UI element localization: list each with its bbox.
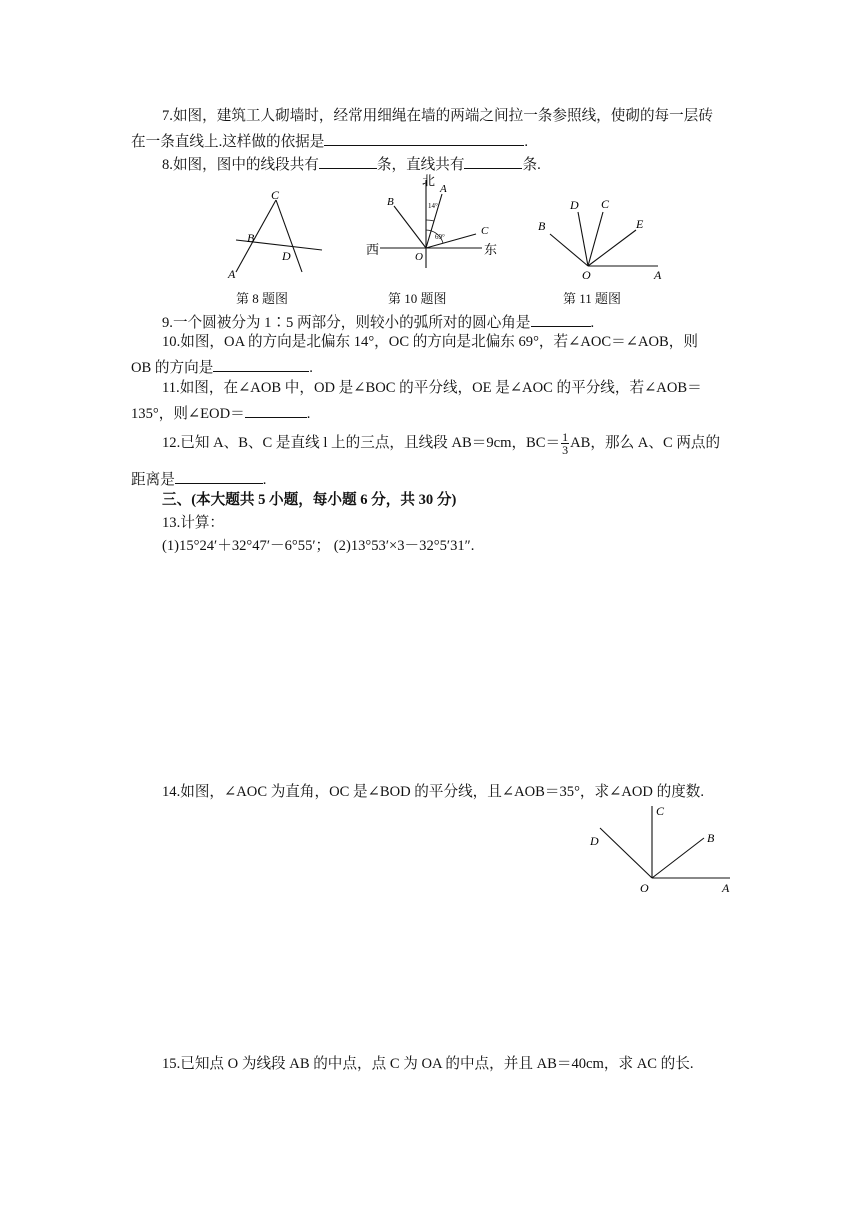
q12-line1 <box>162 431 720 456</box>
q10-line1: 10.如图，OA 的方向是北偏东 14°，OC 的方向是北偏东 69°，若∠AOC＝∠AOB，则 <box>162 334 698 350</box>
q12-end: . <box>262 472 267 488</box>
q8-text-c: 条. <box>522 157 541 173</box>
q13-parts: (1)15°24′＋32°47′－6°55′； (2)13°53′×3－32°5′31″. <box>162 538 475 554</box>
fig10-ray-ob <box>394 206 426 248</box>
q7-line2-end: . <box>524 134 529 150</box>
fig8-label-b: B <box>247 231 255 245</box>
q12-text-b: AB，那么 A、C 两点的 <box>570 434 721 451</box>
fig10-label-a: A <box>440 183 447 195</box>
fig10-label-c: C <box>481 225 489 237</box>
q9-text: 9.一个圆被分为 1∶5 两部分，则较小的弧所对的圆心角是 <box>162 315 531 331</box>
q9-end: . <box>590 315 595 331</box>
fig11-label-o: O <box>582 268 591 282</box>
q7-line2-text: 在一条直线上.这样做的依据是 <box>131 134 325 150</box>
q9-answer-blank[interactable] <box>531 311 591 327</box>
q12-fraction-num: 1 <box>562 430 569 444</box>
fig14-label-c: C <box>656 804 665 818</box>
q8-text-a: 8.如图，图中的线段共有 <box>162 157 319 173</box>
q10-end: . <box>309 360 313 376</box>
q15-text: 15.已知点 O 为线段 AB 的中点，点 C 为 OA 的中点，并且 AB＝40cm，求 AC 的长. <box>162 1056 694 1072</box>
fig8-label-a: A <box>228 267 236 281</box>
q12-line2 <box>131 468 266 490</box>
fig11-ray-oe <box>588 230 636 266</box>
figure-8 <box>220 186 330 282</box>
q11-line2-text: 135°，则∠EOD＝ <box>131 406 245 422</box>
q12-answer-blank[interactable] <box>175 468 263 484</box>
q12-text-a: 12.已知 A、B、C 是直线 l 上的三点，且线段 AB＝9cm，BC＝ <box>162 434 561 451</box>
q11-answer-blank[interactable] <box>245 402 307 418</box>
q8-blank-segments[interactable] <box>319 153 377 169</box>
q10-line2 <box>131 356 313 378</box>
fig14-label-a: A <box>722 881 730 895</box>
fig10-label-b: B <box>387 196 394 208</box>
fig11-label-d: D <box>570 198 579 212</box>
q8-text-b: 条，直线共有 <box>376 157 465 173</box>
q8-blank-lines[interactable] <box>464 153 522 169</box>
q10-answer-blank[interactable] <box>213 356 309 372</box>
fig8-label-c: C <box>271 188 280 202</box>
figure-10 <box>360 172 500 282</box>
fig11-label-a: A <box>654 268 662 282</box>
q11-line2 <box>131 402 310 424</box>
fig8-caption: 第 8 题图 <box>236 291 289 306</box>
q10-line2-text: OB 的方向是 <box>131 360 214 376</box>
q11-end: . <box>306 406 311 422</box>
fig10-label-west: 西 <box>366 242 380 257</box>
fig10-caption: 第 10 题图 <box>388 291 447 306</box>
fig10-label-north: 北 <box>422 173 436 188</box>
q12-fraction-den: 3 <box>562 443 569 457</box>
figure-14 <box>586 800 746 896</box>
fig10-angle-69: 69° <box>435 233 445 241</box>
figure-11 <box>532 190 672 284</box>
q12-line2-text: 距离是 <box>131 472 175 488</box>
fig11-ray-oc <box>588 212 603 266</box>
fig10-label-o: O <box>415 251 423 263</box>
q7-line2 <box>131 130 528 152</box>
q13-title: 13.计算： <box>162 515 225 531</box>
fig10-angle-14: 14° <box>428 202 438 210</box>
fig14-ray-ob <box>652 838 704 878</box>
q9-line <box>162 311 594 333</box>
fig11-label-b: B <box>538 219 546 233</box>
q7-line1: 7.如图，建筑工人砌墙时，经常用细绳在墙的两端之间拉一条参照线，使砌的每一层砖 <box>162 108 713 124</box>
fig11-ray-od <box>578 212 588 266</box>
fig11-caption: 第 11 题图 <box>563 291 622 306</box>
q12-fraction <box>561 431 569 456</box>
q11-line1: 11.如图，在∠AOB 中，OD 是∠BOC 的平分线，OE 是∠AOC 的平分线，若∠AOB＝ <box>162 380 702 396</box>
fig8-label-d: D <box>282 249 291 263</box>
fig14-label-o: O <box>640 881 649 895</box>
fig10-arc-14 <box>426 220 434 221</box>
fig11-ray-ob <box>550 234 588 266</box>
q7-answer-blank[interactable] <box>324 130 524 146</box>
q14-text: 14.如图，∠AOC 为直角，OC 是∠BOD 的平分线，且∠AOB＝35°，求∠AOD 的度数. <box>162 784 705 800</box>
section-3-heading: 三、(本大题共 5 小题，每小题 6 分，共 30 分) <box>162 492 457 508</box>
fig14-label-b: B <box>707 831 715 845</box>
fig10-ray-oc <box>426 234 476 248</box>
fig8-line-ca <box>236 200 276 272</box>
fig11-label-c: C <box>601 197 610 211</box>
fig14-label-d: D <box>590 834 599 848</box>
fig10-label-east: 东 <box>484 242 498 257</box>
fig14-ray-od <box>600 828 652 878</box>
fig11-label-e: E <box>636 217 644 231</box>
